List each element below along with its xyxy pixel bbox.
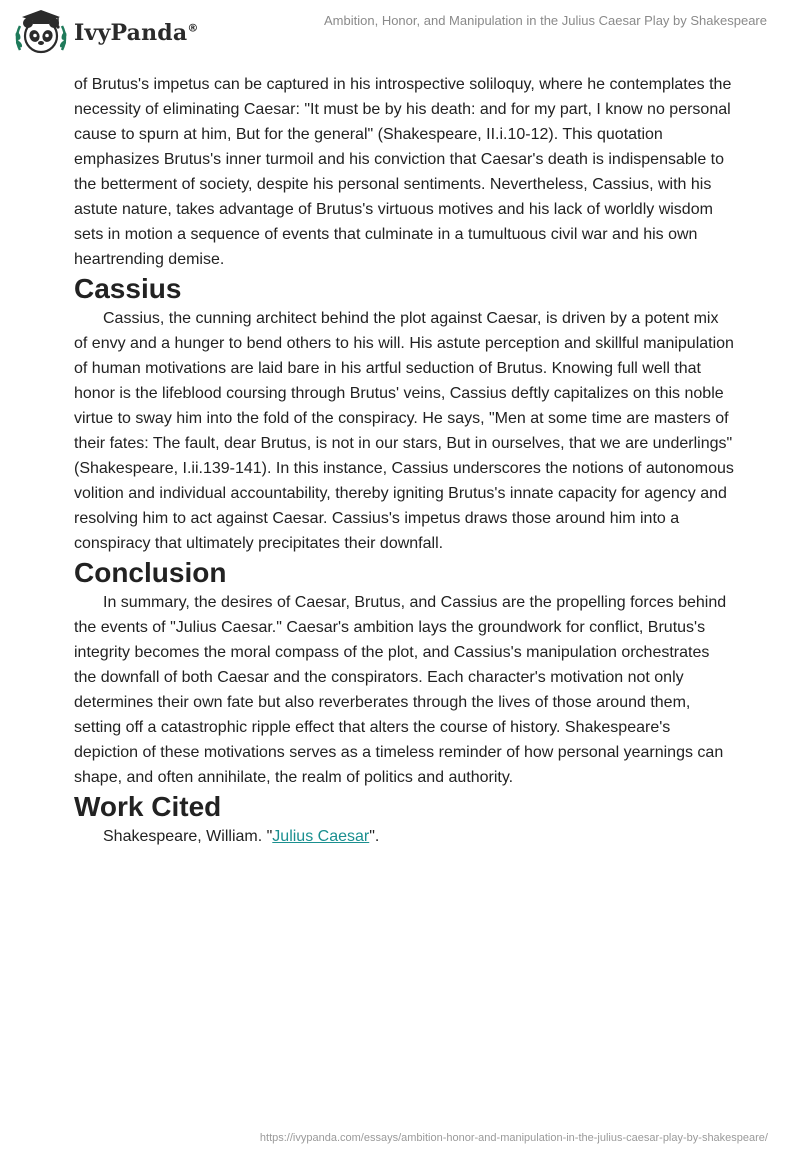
registered-mark: ® (187, 21, 199, 35)
citation-entry (74, 824, 734, 849)
panda-graduation-cap-icon (14, 6, 68, 56)
brand-name: IvyPanda® (74, 20, 199, 46)
citation-link[interactable]: Julius Caesar (272, 828, 370, 845)
source-url[interactable]: https://ivypanda.com/essays/ambition-honor-and-manipulation-in-the-julius-caesar-play-by-shakespeare/ (259, 1132, 768, 1144)
cassius-paragraph: Cassius, the cunning architect behind the plot against Caesar, is driven by a potent mix of envy and a hunger to bend others to his will. His astute perception and skillful manipulation of human motivations are laid bare in his artful seduction of Brutus. Knowing full well that honor is the lifeblood coursing through Brutus' veins, Cassius deftly capitalizes on this noble virtue to sway him into the fold of the conspiracy. He says, "Men at some time are masters of their fates: The fault, dear Brutus, is not in our stars, But in ourselves, that we are underlings" (Shakespeare, I.ii.139-141). In this instance, Cassius underscores the notions of autonomous volition and individual accountability, thereby igniting Brutus's innate capacity for agency and resolving him to act against Caesar. Cassius's impetus draws those around him into a conspiracy that ultimately precipitates their downfall. (74, 310, 734, 552)
heading-conclusion: Conclusion (74, 557, 227, 588)
conclusion-paragraph: In summary, the desires of Caesar, Brutus, and Cassius are the propelling forces behind the events of "Julius Caesar." Caesar's ambition lays the groundwork for conflict, Brutus's integrity becomes the moral compass of the plot, and Cassius's manipulation orchestrates the downfall of both Caesar and the conspirators. Each character's motivation not only determines their own fate but also reverberates through the lives of those around them, setting off a catastrophic ripple effect that alters the course of history. Shakespeare's depiction of these motivations serves as a timeless reminder of how personal yearnings can shape, and often annihilate, the realm of politics and authority. (74, 594, 727, 786)
essay-title: Ambition, Honor, and Manipulation in the Julius Caesar Play by Shakespeare (324, 13, 767, 28)
intro-paragraph: of Brutus's impetus can be captured in his introspective soliloquy, where he contemplates the necessity of eliminating Caesar: "It must be by his death: and for my part, I know no personal cause to spurn at him, But for the general" (Shakespeare, II.i.10-12). This quotation emphasizes Brutus's inner turmoil and his conviction that Caesar's death is indispensable to the betterment of society, despite his personal sentiments. Nevertheless, Cassius, with his astute nature, takes advantage of Brutus's virtuous motives and his lack of worldly wisdom sets in motion a sequence of events that culminate in a tumultuous civil war and his own heartrending demise. (74, 76, 732, 268)
heading-work-cited: Work Cited (74, 791, 222, 822)
citation-prefix: Shakespeare, William. " (103, 828, 273, 845)
citation-suffix: ". (369, 828, 380, 845)
page-header (0, 0, 800, 64)
essay-body (74, 72, 734, 849)
ivypanda-logo[interactable] (14, 6, 199, 56)
heading-cassius: Cassius (74, 273, 182, 304)
